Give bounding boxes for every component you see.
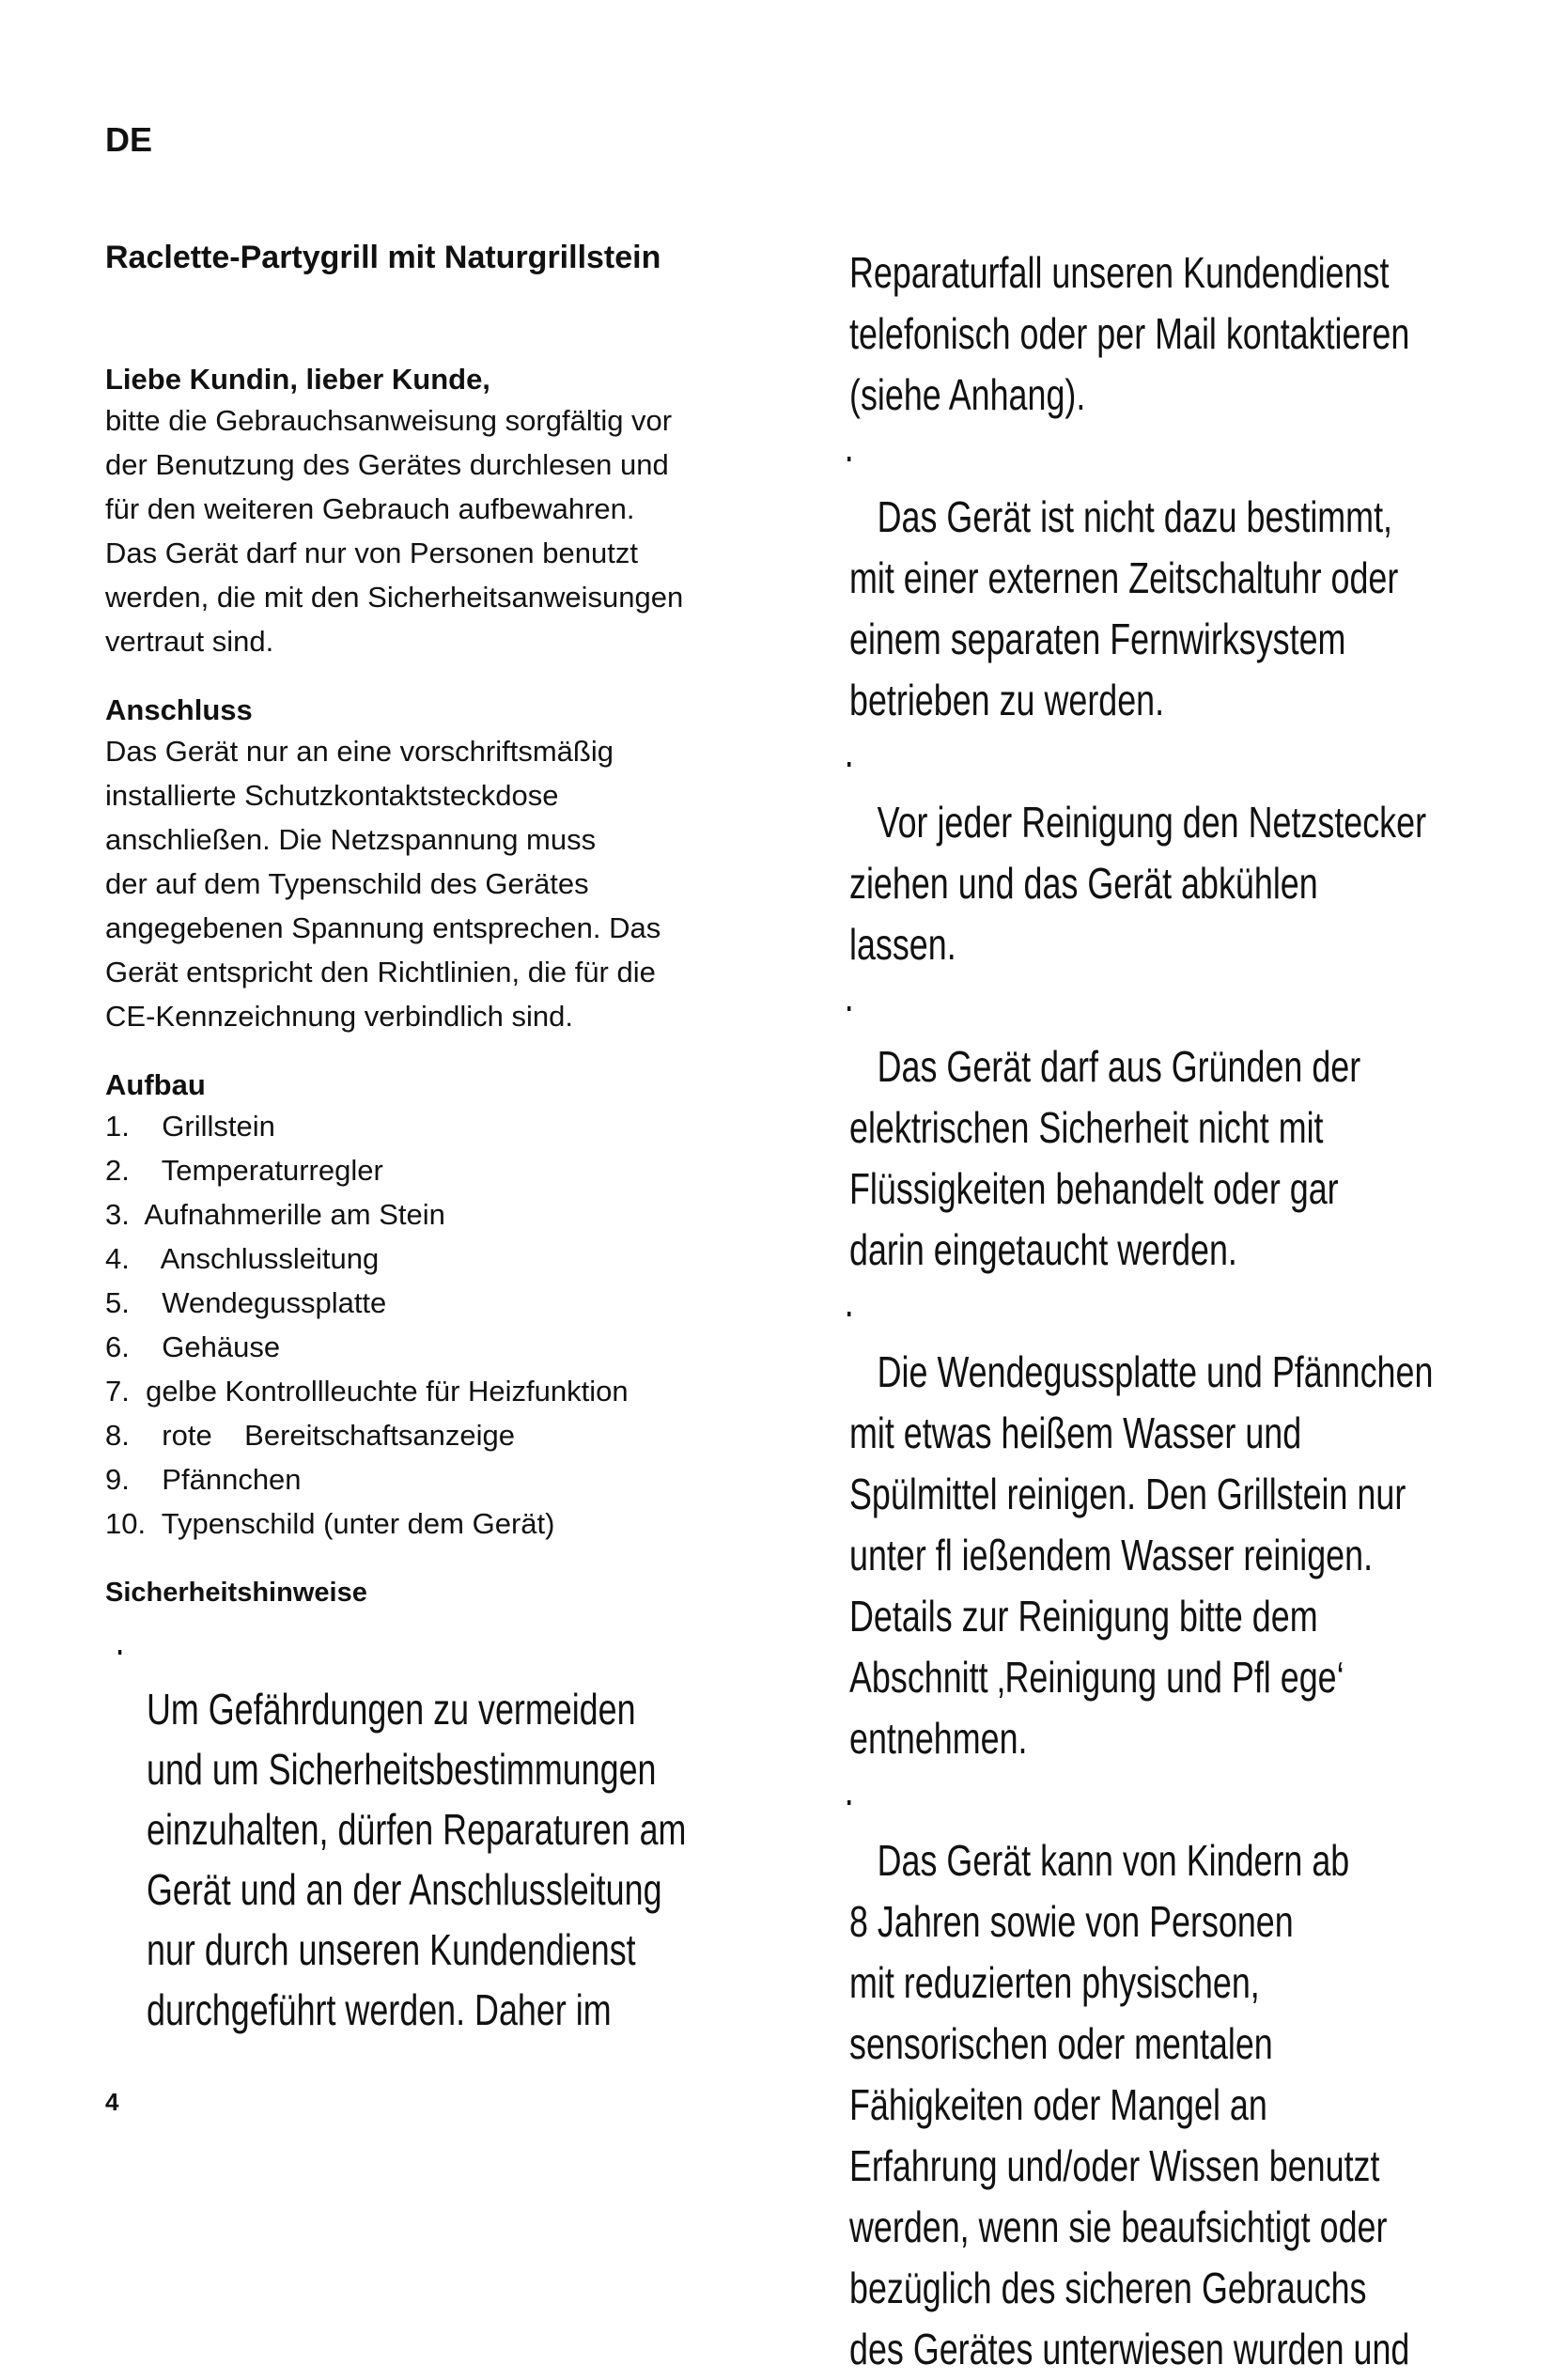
safety-bullet-text: Das Gerät darf aus Gründen der elektrischen Sicherheit nicht mit Flüssigkeiten behandelt oder gar darin eingetaucht werden. [849,1042,1361,1274]
bullet-icon: · [843,1775,855,1824]
parts-list-item: 4. Anschlussleitung [105,1242,380,1275]
connection-heading: Anschluss [105,693,253,726]
bullet-icon: · [843,981,855,1030]
parts-list-item: 9. Pfännchen [105,1463,302,1496]
safety-bullet-text: Das Gerät kann von Kindern ab 8 Jahren sowie von Personen mit reduzierten physischen, sensorischen oder mentalen Fähigkeiten oder Mangel an Erfahrung und/oder Wissen benutzt werden, wenn sie beaufsichtigt oder bezüglich des sicheren Gebrauchs des Gerätes unterwiesen wurden und [849,1836,1410,2373]
assembly-parts-list [105,1104,782,1546]
safety-bullet-item [843,975,1525,1281]
parts-list-item: 10. Typenschild (unter dem Gerät) [105,1507,555,1540]
language-code: DE [105,120,153,159]
parts-list-item: 1. Grillstein [105,1110,275,1143]
safety-bullet-item [843,426,1525,731]
safety-bullet-item [843,1769,1525,2380]
parts-list-item: 2. Temperaturregler [105,1154,383,1187]
parts-list-item: 3. Aufnahmerille am Stein [105,1198,445,1231]
bullet-icon: · [843,431,855,480]
safety-bullet-text: Um Gefährdungen zu vermeiden und um Sicherheitsbestimmungen einzuhalten, dürfen Reparaturen am Gerät und an der Anschlussleitung nur durch unseren Kundendienst durchgeführt werden. Daher im [147,1685,687,2034]
bullet-icon: · [114,1625,126,1673]
safety-bullet-item [114,1619,822,2040]
safety-continuation-text: Reparaturfall unseren Kundendienst telefonisch oder per Mail kontaktieren (siehe Anhang). [849,248,1410,419]
safety-bullet-text: Vor jeder Reinigung den Netzstecker ziehen und das Gerät abkühlen lassen. [849,798,1427,969]
safety-heading: Sicherheitshinweise [105,1578,367,1608]
assembly-heading: Aufbau [105,1068,206,1101]
connection-text: Das Gerät nur an eine vorschriftsmäßig installierte Schutzkontaktsteckdose anschließen. Die Netzspannung muss der auf dem Typenschild des Gerätes angegebenen Spannung entsprechen. Das Gerät entspricht den Richtlinien, die für die CE-Kennzeichnung verbindlich sind. [105,735,661,1033]
left-column [105,237,782,2040]
page-number: 4 [105,2088,119,2116]
bullet-icon: · [843,1286,855,1335]
safety-bullet-item [843,731,1525,975]
parts-list-item: 7. gelbe Kontrollleuchte für Heizfunktion [105,1375,629,1408]
parts-list-item: 6. Gehäuse [105,1330,281,1363]
parts-list-item: 5. Wendegussplatte [105,1286,387,1319]
right-column [843,242,1526,2380]
bullet-icon: · [843,737,855,786]
document-title: Raclette-Partygrill mit Naturgrillstein [105,240,661,275]
parts-list-item: 8. rote Bereitschaftsanzeige [105,1419,515,1452]
greeting-heading: Liebe Kundin, lieber Kunde, [105,363,490,396]
greeting-text: bitte die Gebrauchsanweisung sorgfältig vor der Benutzung des Gerätes durchlesen und für den weiteren Gebrauch aufbewahren. Das Gerät darf nur von Personen benutzt werden, die mit den Sicherheitsanweisungen vertraut sind. [105,404,684,658]
safety-bullet-text: Das Gerät ist nicht dazu bestimmt, mit einer externen Zeitschaltuhr oder einem separaten Fernwirksystem betrieben zu werden. [849,492,1399,724]
safety-bullet-item [843,1281,1525,1769]
safety-bullet-text: Die Wendegussplatte und Pfännchen mit etwas heißem Wasser und Spülmittel reinigen. Den Grillstein nur unter fl ießendem Wasser reinigen. Details zur Reinigung bitte dem Abschnitt ‚Reinigung und Pfl ege‘ entnehmen. [849,1347,1434,1763]
